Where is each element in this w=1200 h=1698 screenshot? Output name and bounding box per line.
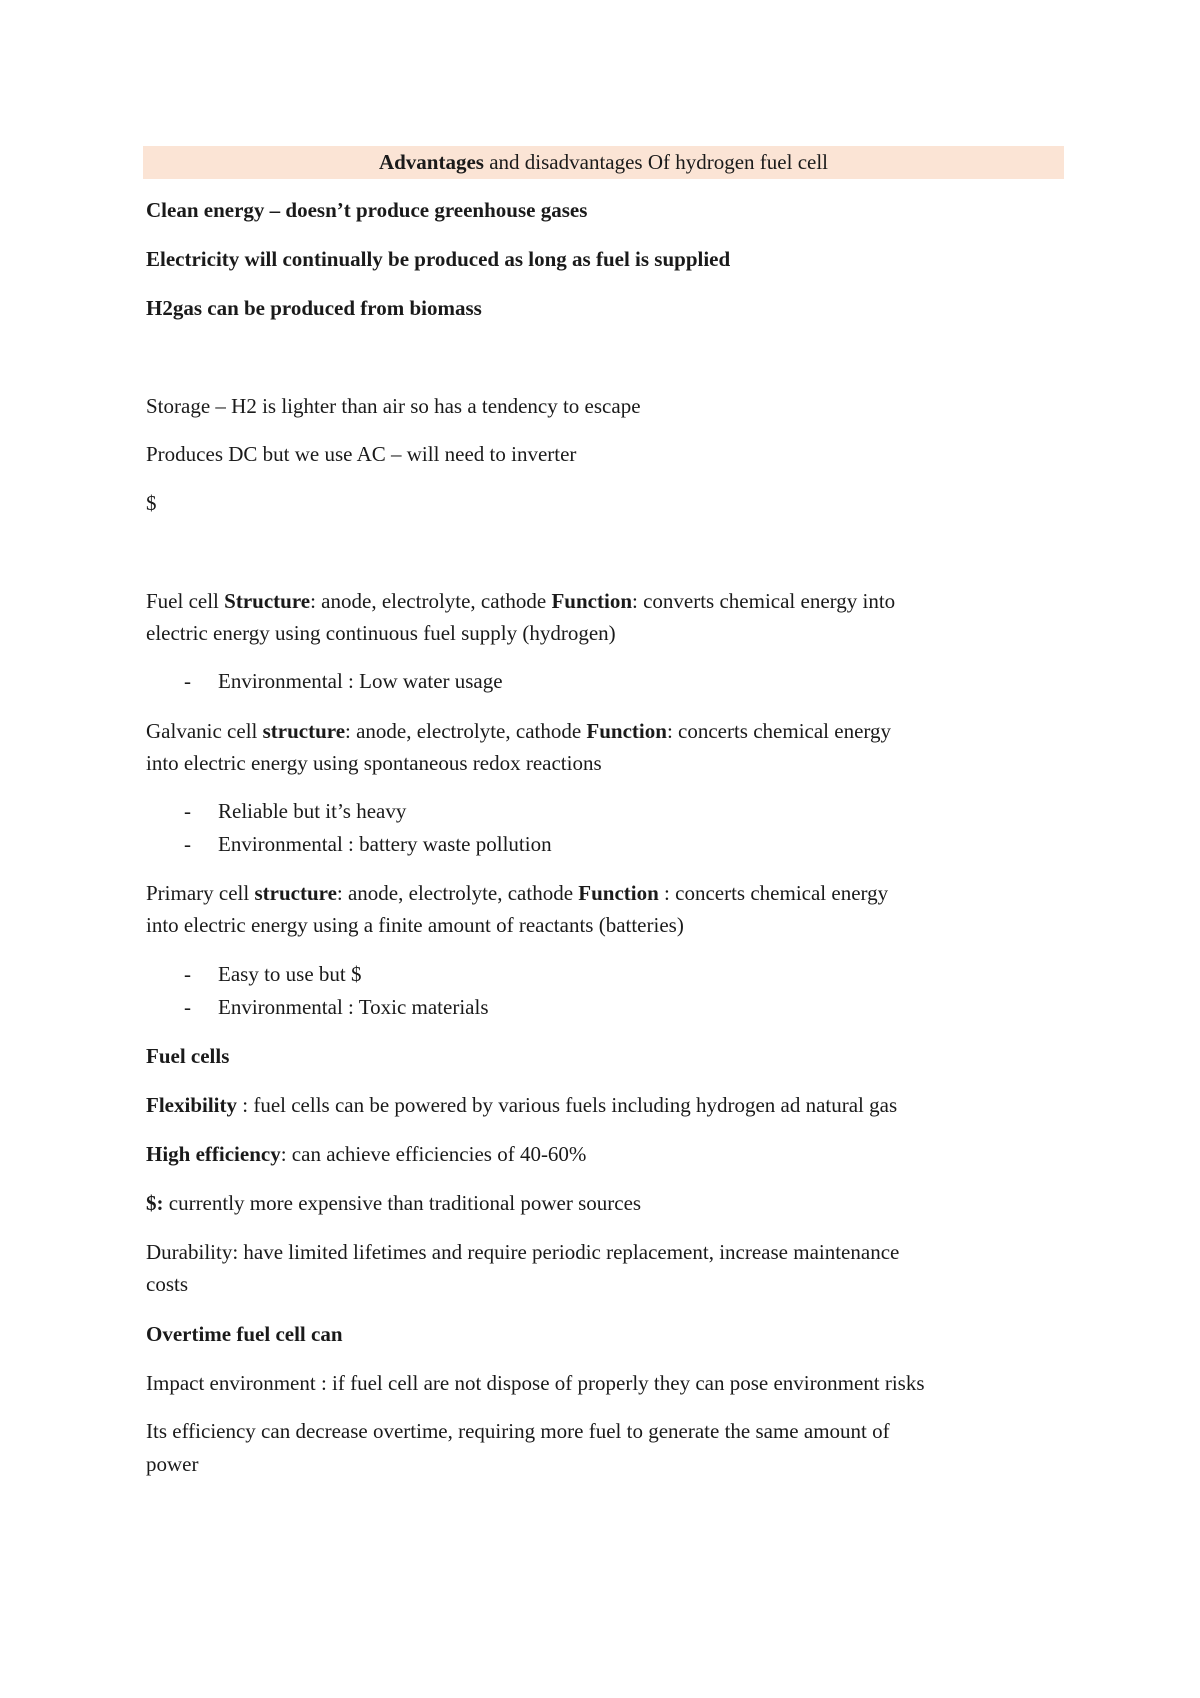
primary-cell-prefix: Primary cell (146, 881, 255, 905)
galvanic-cell-line2: into electric energy using spontaneous redox reactions (146, 751, 602, 775)
fuel-cell-line1 (146, 585, 895, 617)
impact-line: Impact environment : if fuel cell are not dispose of properly they can pose environment risks (146, 1371, 925, 1395)
title-rest: and disadvantages Of hydrogen fuel cell (483, 150, 829, 174)
structure-text: : anode, electrolyte, cathode (310, 589, 552, 613)
section-heading: Fuel cells (146, 1044, 230, 1068)
disadvantage-item: Produces DC but we use AC – will need to inverter (146, 442, 577, 466)
function-label: Function (551, 589, 632, 613)
page-title (143, 146, 1064, 179)
bullet-item: Environmental : Low water usage (218, 669, 503, 693)
bullet-item: Reliable but it’s heavy (218, 799, 407, 823)
bullet-dash: - (184, 832, 191, 856)
efficiency-text: : can achieve efficiencies of 40-60% (280, 1142, 587, 1166)
cost-text: currently more expensive than traditional power sources (163, 1191, 642, 1215)
bullet-dash: - (184, 669, 191, 693)
efficiency-decrease-line1: Its efficiency can decrease overtime, requiring more fuel to generate the same amount of (146, 1419, 890, 1443)
primary-cell-line1 (146, 877, 888, 909)
function-text: : converts chemical energy into (632, 589, 896, 613)
disadvantage-item: Storage – H2 is lighter than air so has a tendency to escape (146, 394, 641, 418)
cost-label: $: (146, 1191, 164, 1215)
bullet-item: Easy to use but $ (218, 962, 362, 986)
disadvantage-item: $ (146, 491, 157, 515)
galvanic-cell-line1 (146, 715, 891, 747)
function-text: : concerts chemical energy (658, 881, 889, 905)
durability-line1: Durability: have limited lifetimes and require periodic replacement, increase maintenance (146, 1240, 900, 1264)
efficiency-decrease-line2: power (146, 1452, 199, 1476)
advantage-item: Clean energy – doesn’t produce greenhouse gases (146, 198, 588, 222)
durability-line2: costs (146, 1272, 188, 1296)
primary-cell-line2: into electric energy using a finite amount of reactants (batteries) (146, 913, 684, 937)
flexibility-line (146, 1089, 897, 1121)
structure-label: structure (254, 881, 337, 905)
structure-text: : anode, electrolyte, cathode (345, 719, 587, 743)
title-bold: Advantages (378, 150, 484, 174)
flexibility-text: : fuel cells can be powered by various fuels including hydrogen ad natural gas (237, 1093, 898, 1117)
structure-text: : anode, electrolyte, cathode (336, 881, 579, 905)
cost-line (146, 1187, 641, 1219)
advantage-item: H2gas can be produced from biomass (146, 296, 482, 320)
bullet-dash: - (184, 962, 191, 986)
galvanic-cell-prefix: Galvanic cell (146, 719, 263, 743)
fuel-cell-line2: electric energy using continuous fuel supply (hydrogen) (146, 621, 616, 645)
efficiency-label: High efficiency (146, 1142, 281, 1166)
flexibility-label: Flexibility (146, 1093, 237, 1117)
structure-label: structure (262, 719, 346, 743)
bullet-item: Environmental : Toxic materials (218, 995, 489, 1019)
efficiency-line (146, 1138, 586, 1170)
fuel-cell-prefix: Fuel cell (146, 589, 225, 613)
function-text: : concerts chemical energy (666, 719, 892, 743)
function-label: Function (586, 719, 667, 743)
bullet-dash: - (184, 799, 191, 823)
structure-label: Structure (224, 589, 311, 613)
advantage-item: Electricity will continually be produced as long as fuel is supplied (146, 247, 731, 271)
function-label: Function (578, 881, 659, 905)
bullet-dash: - (184, 995, 191, 1019)
bullet-item: Environmental : battery waste pollution (218, 832, 552, 856)
section-heading: Overtime fuel cell can (146, 1322, 343, 1346)
